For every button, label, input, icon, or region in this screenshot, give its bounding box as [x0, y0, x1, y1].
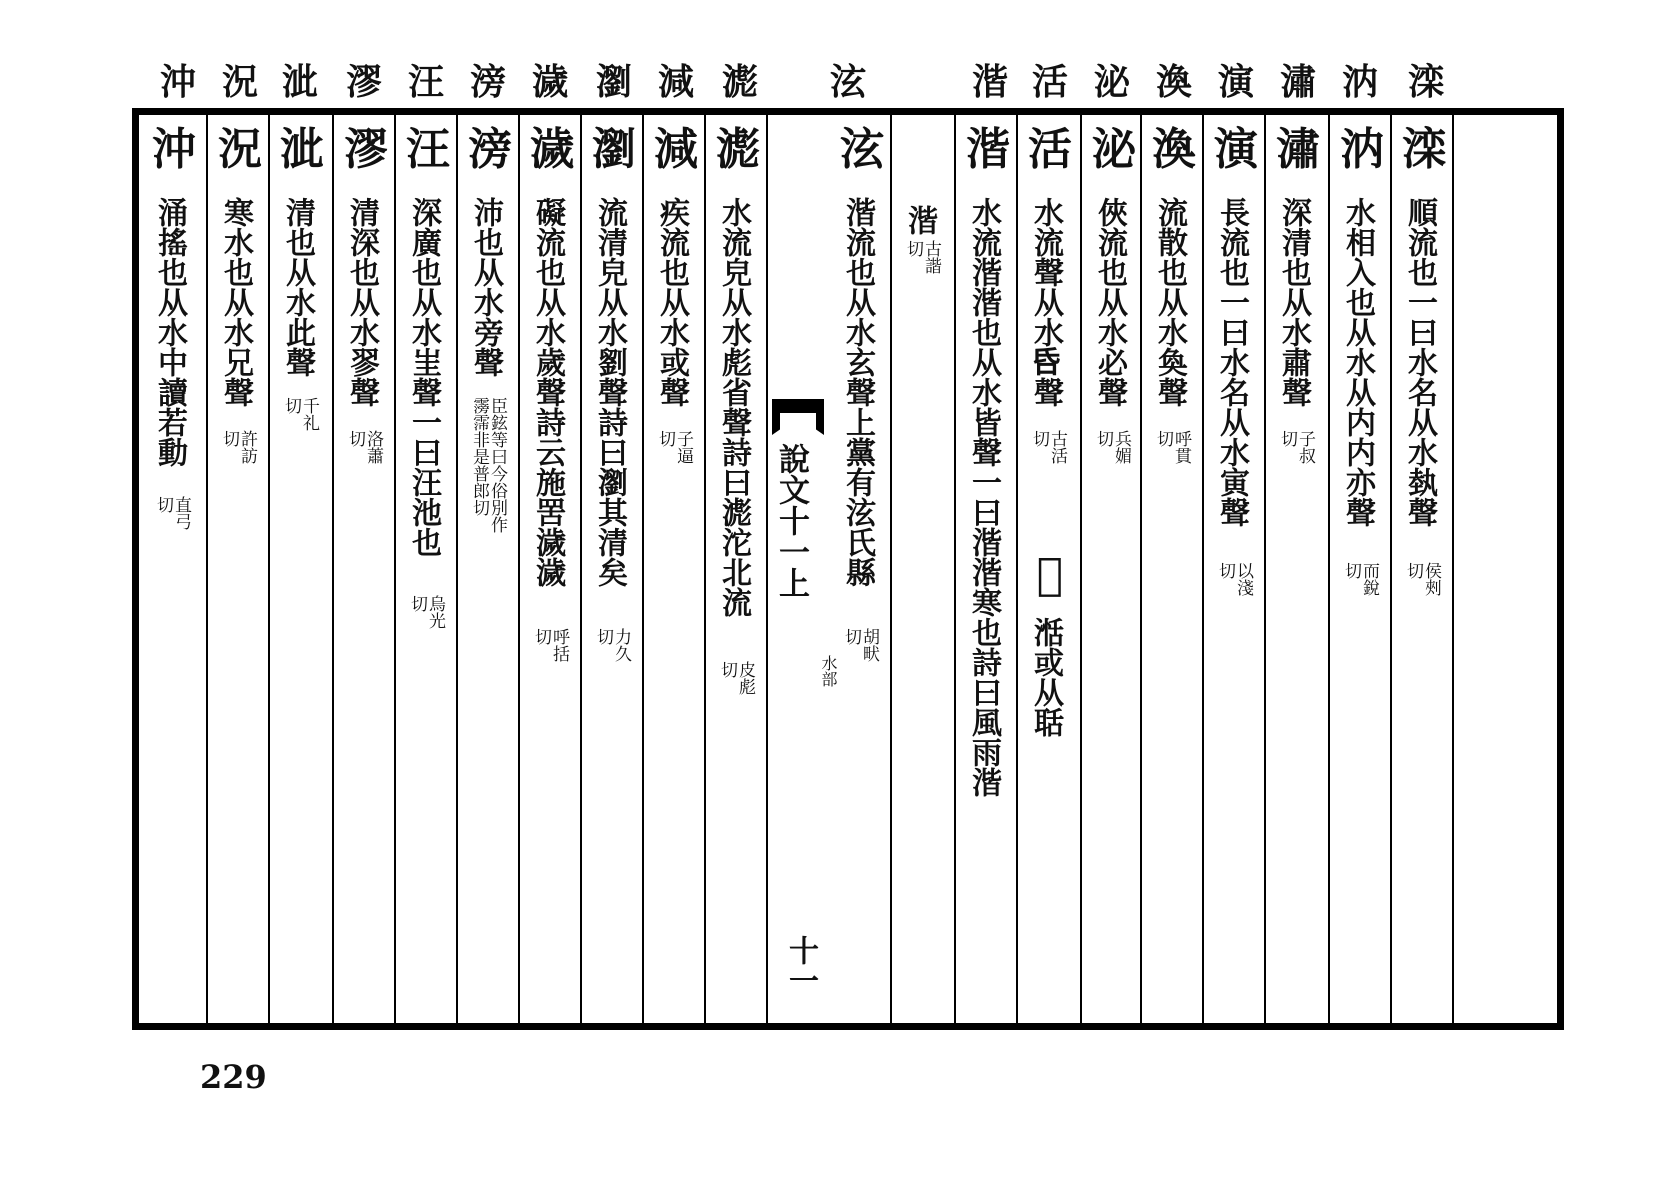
seal-character: 泫	[840, 124, 880, 175]
seal-character: 汪	[406, 124, 446, 175]
seal-character: 潚	[1276, 124, 1316, 175]
entry-definition: 水流聲从水𠯑聲	[1028, 197, 1063, 407]
entry-column	[1204, 115, 1266, 1023]
entry-definition: 流清皃从水劉聲詩曰瀏其清矣	[592, 197, 627, 587]
header-character: 泚	[281, 61, 318, 103]
pronunciation-note: 兵媚切	[1093, 430, 1131, 464]
pronunciation-note: 烏光切	[407, 595, 445, 629]
alternate-seal-character: 𣸽	[1036, 549, 1060, 600]
pronunciation-note: 呼括切	[531, 628, 569, 662]
alternate-form-text: 湉或从聒	[1028, 617, 1063, 737]
pronunciation-note: 子叔切	[1277, 430, 1315, 464]
header-character: 滂	[469, 61, 506, 103]
pronunciation-note: 古活切	[1029, 430, 1067, 464]
header-character: 減	[657, 61, 694, 103]
pronunciation-note: 子逼切	[655, 430, 693, 464]
entry-definition: 清也从水此聲	[280, 197, 315, 377]
seal-character: 汭	[1340, 124, 1380, 175]
header-character: 潚	[1279, 61, 1316, 103]
header-character: 況	[221, 61, 258, 103]
entry-definition: 湝流也从水玄聲上黨有泫氏縣	[840, 197, 875, 587]
entry-column	[1018, 115, 1082, 1023]
seal-character: 活	[1028, 124, 1068, 175]
seal-character: 滂	[468, 124, 508, 175]
pronunciation-note: 古諧切	[903, 240, 941, 274]
entry-definition: 沛也从水旁聲	[468, 197, 503, 377]
entry-definition: 湝	[902, 205, 937, 235]
pronunciation-note: 直弓切	[153, 496, 191, 530]
header-character: 瀏	[595, 61, 632, 103]
seal-character: 滦	[1402, 124, 1442, 175]
header-character: 汭	[1341, 61, 1378, 103]
entry-definition: 水流皃从水彪省聲詩曰滮沱北流	[716, 197, 751, 617]
header-character: 漻	[345, 61, 382, 103]
pronunciation-note: 洛蕭切	[345, 430, 383, 464]
entry-column	[142, 115, 208, 1023]
entry-definition: 俠流也从水必聲	[1092, 197, 1127, 407]
entry-definition: 水流湝湝也从水皆聲一曰湝湝寒也詩曰風雨湝	[966, 197, 1001, 797]
entry-column	[396, 115, 458, 1023]
header-character: 泫	[829, 61, 866, 103]
pronunciation-note: 力久切	[593, 628, 631, 662]
seal-character: 沖	[152, 124, 192, 175]
pronunciation-note: 侯㓨切	[1403, 562, 1441, 596]
center-fold-band	[768, 115, 838, 1023]
entry-column	[706, 115, 768, 1023]
entry-definition: 水相入也从水从内内亦聲	[1340, 197, 1375, 527]
header-character: 演	[1217, 61, 1254, 103]
entry-column	[1082, 115, 1142, 1023]
seal-character: 瀏	[592, 124, 632, 175]
entry-definition: 深廣也从水㞷聲一曰汪池也	[406, 197, 441, 557]
entry-column	[892, 115, 956, 1023]
header-character: 活	[1031, 61, 1068, 103]
entry-column	[270, 115, 334, 1023]
entry-definition: 礙流也从水歲聲詩云施罟濊濊	[530, 197, 565, 587]
header-characters-row	[0, 0, 1663, 110]
header-character: 濊	[531, 61, 568, 103]
book-title: 說文十一上	[773, 443, 809, 598]
seal-character: 濊	[530, 124, 570, 175]
seal-character: 湝	[966, 124, 1006, 175]
entry-column	[520, 115, 582, 1023]
header-character: 沖	[159, 61, 196, 103]
entry-definition: 深清也从水肅聲	[1276, 197, 1311, 407]
entry-definition: 長流也一曰水名从水寅聲	[1214, 197, 1249, 527]
entry-column	[644, 115, 706, 1023]
header-character: 泌	[1093, 61, 1130, 103]
pronunciation-note: 呼貫切	[1153, 430, 1191, 464]
header-character: 湝	[971, 61, 1008, 103]
seal-character: 滮	[716, 124, 756, 175]
seal-character: 泚	[280, 124, 320, 175]
pronunciation-note: 千礼切	[281, 397, 319, 431]
header-character: 汪	[407, 61, 444, 103]
header-character: 滮	[721, 61, 758, 103]
pronunciation-note: 許訪切	[219, 430, 257, 464]
entry-column	[1392, 115, 1454, 1023]
entry-column	[1266, 115, 1330, 1023]
entry-definition: 涌搖也从水中讀若動	[152, 197, 187, 467]
seal-character: 渙	[1152, 124, 1192, 175]
entry-definition: 寒水也从水兄聲	[218, 197, 253, 407]
entry-column	[830, 115, 892, 1023]
page-number: 229	[200, 1058, 267, 1096]
seal-character: 泌	[1092, 124, 1132, 175]
section-label: 水部	[819, 655, 838, 687]
header-character: 滦	[1407, 61, 1444, 103]
header-character: 渙	[1155, 61, 1192, 103]
entry-definition: 順流也一曰水名从水埶聲	[1402, 197, 1437, 527]
entry-column	[334, 115, 396, 1023]
entry-column	[458, 115, 520, 1023]
pronunciation-note: 而銳切	[1341, 562, 1379, 596]
pronunciation-note: 臣鉉等曰今俗別作霶霈非是普郎切	[469, 397, 507, 533]
seal-character: 況	[218, 124, 258, 175]
entry-column	[956, 115, 1018, 1023]
entry-column	[1142, 115, 1204, 1023]
pronunciation-note: 以淺切	[1215, 562, 1253, 596]
seal-character: 減	[654, 124, 694, 175]
leaf-number: 十一	[783, 935, 818, 995]
entry-column	[1330, 115, 1392, 1023]
entry-definition: 清深也从水翏聲	[344, 197, 379, 407]
seal-character: 演	[1214, 124, 1254, 175]
fishtail-mark-icon	[768, 395, 828, 445]
entry-definition: 流散也从水奐聲	[1152, 197, 1187, 407]
pronunciation-note: 胡畎切	[841, 628, 879, 662]
seal-character: 漻	[344, 124, 384, 175]
pronunciation-note: 皮彪切	[717, 661, 755, 695]
entry-column	[582, 115, 644, 1023]
entry-definition: 疾流也从水或聲	[654, 197, 689, 407]
entry-column	[208, 115, 270, 1023]
